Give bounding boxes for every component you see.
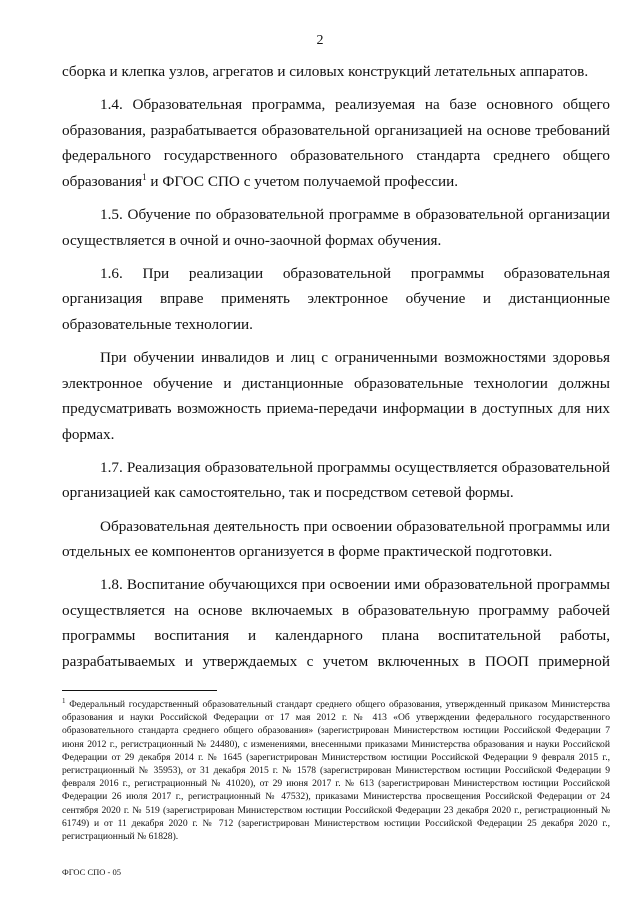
paragraph-1-5: 1.5. Обучение по образовательной программе в образовательной организации осуществляется в очной и очно-заочной формах обучения.: [62, 205, 610, 249]
footnote-marker: 1: [62, 697, 66, 705]
paragraph-practical-training: Образовательная деятельность при освоении образовательной программы или отдельных ее компонентов организуется в форме практической подготовки.: [62, 517, 610, 561]
document-code: ФГОС СПО - 05: [62, 867, 121, 877]
footnote-text: Федеральный государственный образовательный стандарт среднего общего образования, утвержденный приказом Министерства образования и науки Российской Федерации от 17 мая 2012 г. № 413 «Об утверждении федерального государственного образовательного стандарта среднего общего образования» (зарегистрирован Министерством юстиции Российской Федерации 7 июня 2012 г., регистрационный № 24480), с изменениями, внесенными приказами Министерства образования и науки Российской Федерации от 29 декабря 2014 г. № 1645 (зарегистрирован Министерством юстиции Российской Федерации 9 февраля 2015 г., регистрационный № 35953), от 31 декабря 2015 г. № 1578 (зарегистрирован Министерством юстиции Российской Федерации 9 февраля 2016 г., регистрационный № 41020), от 29 июня 2017 г. № 613 (зарегистрирован Министерством юстиции Российской Федерации 26 июля 2017 г., регистрационный № 47532), приказами Министерства просвещения Российской Федерации от 24 сентября 2020 г. № 519 (зарегистрирован Министерством юстиции Российской Федерации 23 декабря 2020 г., регистрационный № 61749) и от 11 декабря 2020 г. № 712 (зарегистрирован Министерством юстиции Российской Федерации 25 декабря 2020 г., регистрационный № 61828).: [62, 699, 610, 843]
footnote-reference[interactable]: 1: [142, 171, 147, 182]
page-number: 2: [316, 33, 324, 48]
paragraph-1-7: 1.7. Реализация образовательной программы осуществляется образовательной организацией как самостоятельно, так и посредством сетевой формы.: [62, 458, 610, 502]
footnote-divider: [62, 690, 217, 691]
paragraph-1-6: 1.6. При реализации образовательной программы образовательная организация вправе применять электронное обучение и дистанционные образовательные технологии.: [62, 264, 610, 333]
paragraph-continuation: сборка и клепка узлов, агрегатов и силовых конструкций летательных аппаратов.: [62, 63, 589, 80]
footnote: [62, 698, 610, 843]
paragraph-text: и ФГОС СПО с учетом получаемой профессии.: [146, 172, 459, 190]
paragraph-1-8: 1.8. Воспитание обучающихся при освоении ими образовательной программы осуществляется на основе включаемых в образовательную программу рабочей программы воспитания и календарного плана воспитательной работы, разрабатываемых и утверждаемых с учетом включенных в ПООП примерной: [62, 576, 610, 670]
body-text: [62, 59, 610, 682]
paragraph-1-4: [62, 92, 610, 194]
paragraph-text: 1.4. Образовательная программа, реализуемая на базе основного общего образования, разрабатывается образовательной организацией на основе требований федерального государственного образовательного стандарта среднего общего образования: [62, 96, 610, 190]
paragraph-disabled-students: При обучении инвалидов и лиц с ограниченными возможностями здоровья электронное обучение и дистанционные образовательные технологии должны предусматривать возможность приема-передачи информации в доступных для них формах.: [62, 348, 610, 443]
